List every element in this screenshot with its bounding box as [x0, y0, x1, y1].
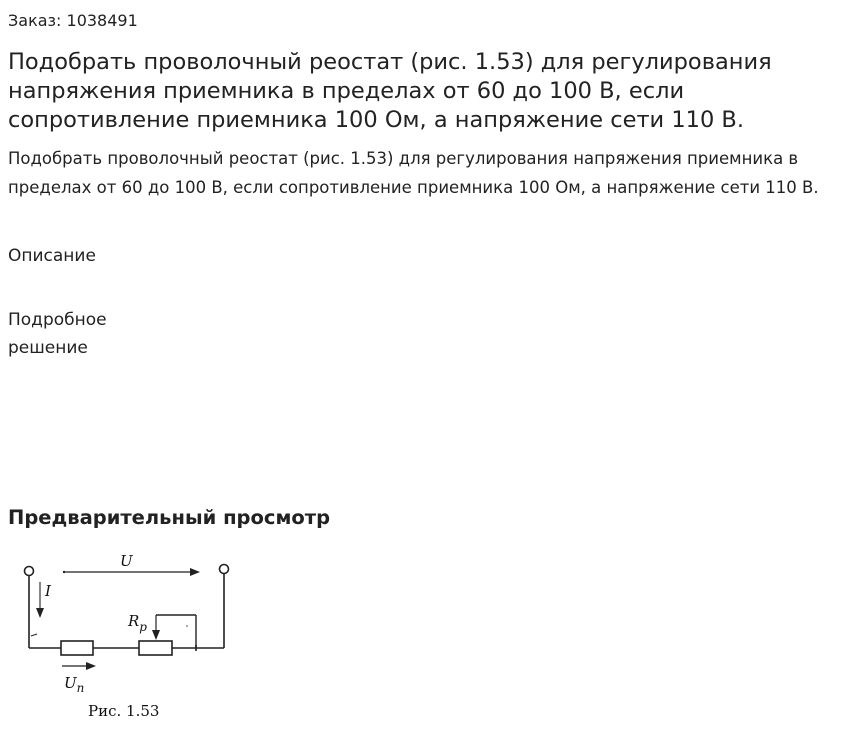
task-description: Подобрать проволочный реостат (рис. 1.53) для регулирования напряжения приемника в пределах от 60 до 100 В, если сопротивление приемника 100 Ом, а напряжение сети 110 В. [8, 149, 819, 197]
solution-label: Подробное решение [8, 310, 107, 358]
current-arrow-head [36, 608, 44, 618]
receiver-voltage-arrow-head [86, 662, 96, 670]
left-terminal [25, 567, 34, 576]
right-terminal [220, 565, 229, 574]
task-title: Подобрать проволочный реостат (рис. 1.53) для регулирования напряжения приемника в пределах от 60 до 100 В, если сопротивление приемника 100 Ом, а напряжение сети 110 В. [8, 49, 772, 133]
description-label: Описание [8, 246, 96, 266]
order-number: Заказ: 1038491 [8, 11, 138, 30]
voltage-arrow-head [190, 568, 200, 576]
current-label: I [45, 582, 51, 600]
receiver-resistor [61, 641, 93, 655]
rheostat-label: $R_р$ [128, 612, 147, 634]
rheostat [139, 641, 172, 655]
preview-heading: Предварительный просмотр [8, 506, 331, 529]
voltage-label: U [120, 552, 133, 570]
circuit-diagram [20, 548, 240, 728]
receiver-voltage-label: $U_п$ [64, 674, 85, 695]
figure-caption: Рис. 1.53 [88, 702, 160, 720]
